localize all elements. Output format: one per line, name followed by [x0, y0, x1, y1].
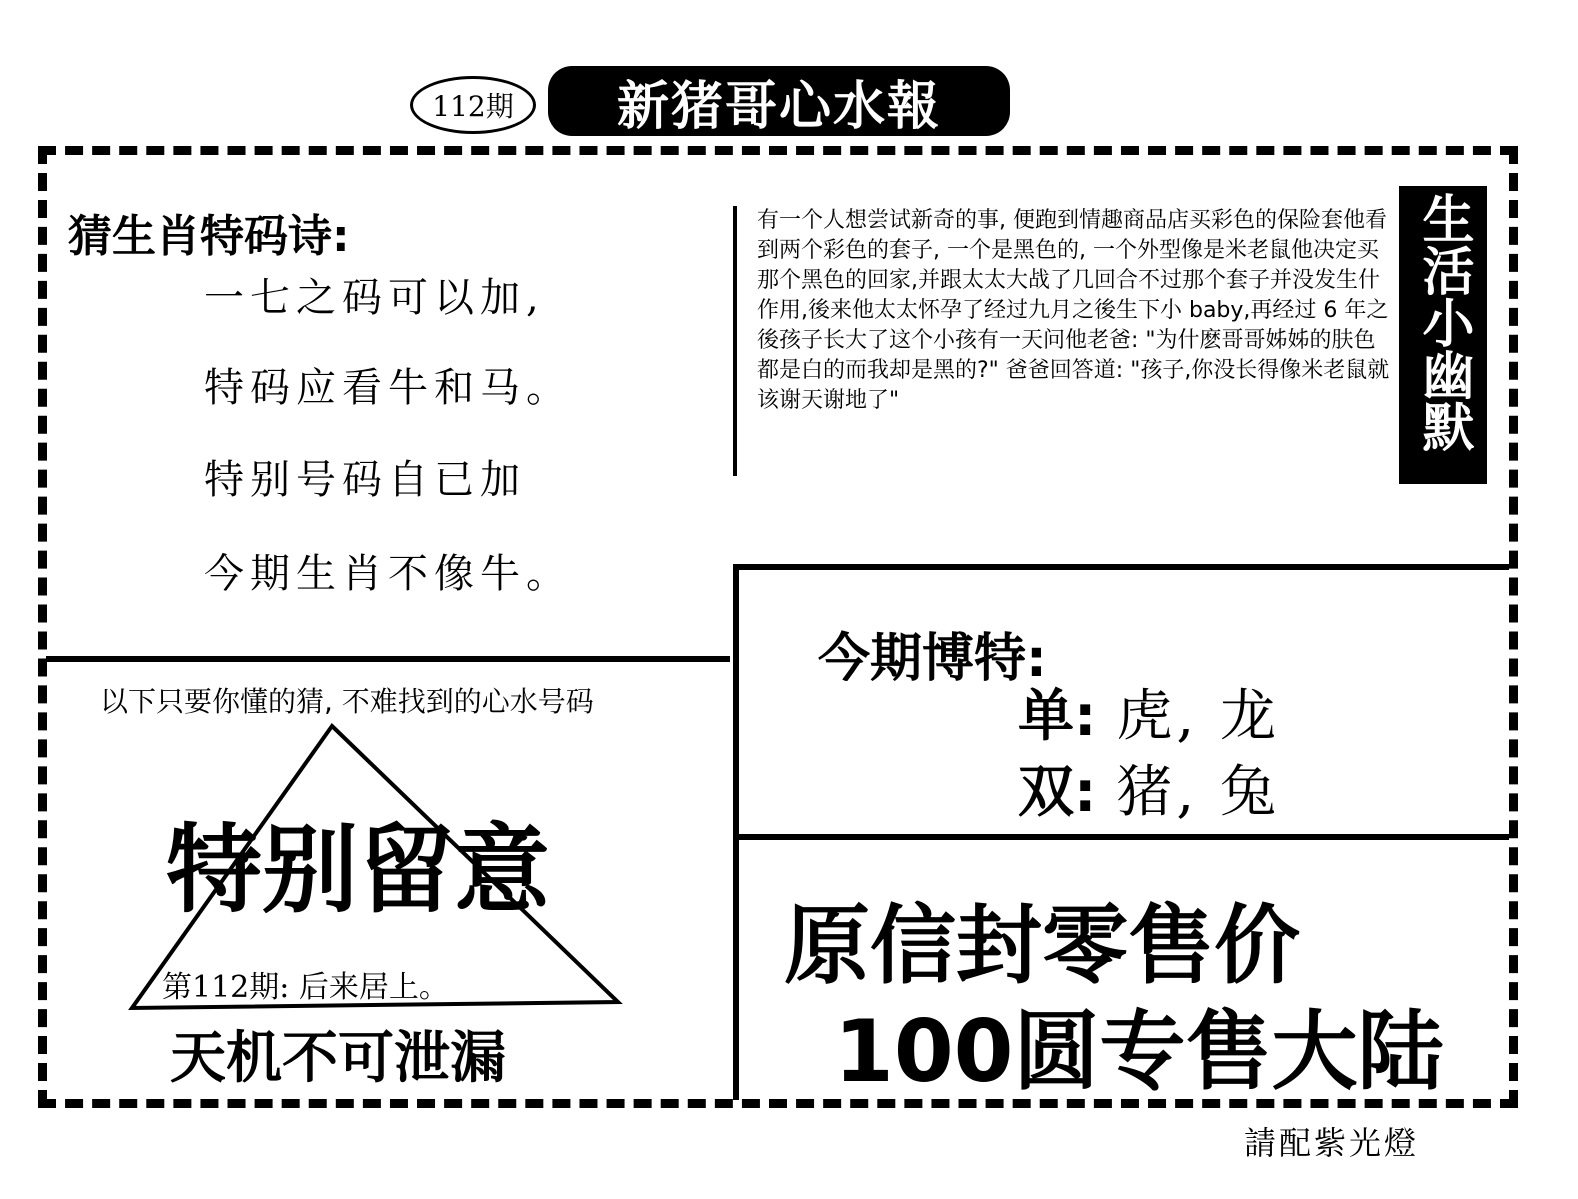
secret-text: 天机不可泄漏	[170, 1026, 506, 1091]
newspaper-title: 新猪哥心水報	[548, 66, 1010, 136]
poem-line: 特码应看牛和马。	[204, 365, 572, 411]
divider-center-vertical	[733, 566, 739, 1100]
single-label: 单:	[1018, 684, 1097, 749]
footer-note: 請配紫光燈	[1244, 1124, 1420, 1162]
double-value: 猪, 兔	[1116, 760, 1281, 825]
poem-line: 一七之码可以加,	[204, 275, 545, 321]
hint-text: 以下只要你懂的猜, 不难找到的心水号码	[100, 685, 594, 718]
double-label: 双:	[1018, 760, 1097, 825]
story-text: 有一个人想尝试新奇的事, 便跑到情趣商品店买彩色的保险套他看到两个彩色的套子, 一个是黑色的, 一个外型像是米老鼠他决定买那个黑色的回家,并跟太太大战了几回合不过那个套子并没发生什作用,後来他太太怀孕了经过九月之後生下小 baby,再经过 6 年之後孩子长大了这个小孩有一天问他老爸: "为什麽哥哥姊姊的肤色都是白的而我却是黑的?" 爸爸回答道: "孩子,你没长得像米老鼠就该谢天谢地了"	[757, 208, 1390, 413]
poem-line: 特别号码自已加	[204, 457, 526, 503]
story-label: 生活小幽默	[1399, 186, 1487, 484]
divider-right-top	[733, 564, 1509, 570]
issue-number: 112期	[410, 76, 536, 134]
divider-left-horizontal	[46, 656, 730, 662]
attention-text: 特别留意	[166, 814, 550, 926]
poem-line: 今期生肖不像牛。	[204, 551, 572, 597]
single-pick-row	[1018, 672, 1280, 752]
issue-hint: 第112期: 后来居上。	[162, 970, 449, 1005]
divider-story-left	[733, 206, 737, 476]
double-pick-row	[1018, 748, 1280, 828]
divider-right-middle	[733, 834, 1509, 840]
single-value: 虎, 龙	[1116, 684, 1281, 749]
price-line-1: 原信封零售价	[784, 896, 1300, 996]
bote-heading: 今期博特:	[818, 629, 1047, 689]
price-line-2: 100圆专售大陆	[834, 1002, 1444, 1102]
poem-heading: 猜生肖特码诗:	[68, 211, 350, 262]
